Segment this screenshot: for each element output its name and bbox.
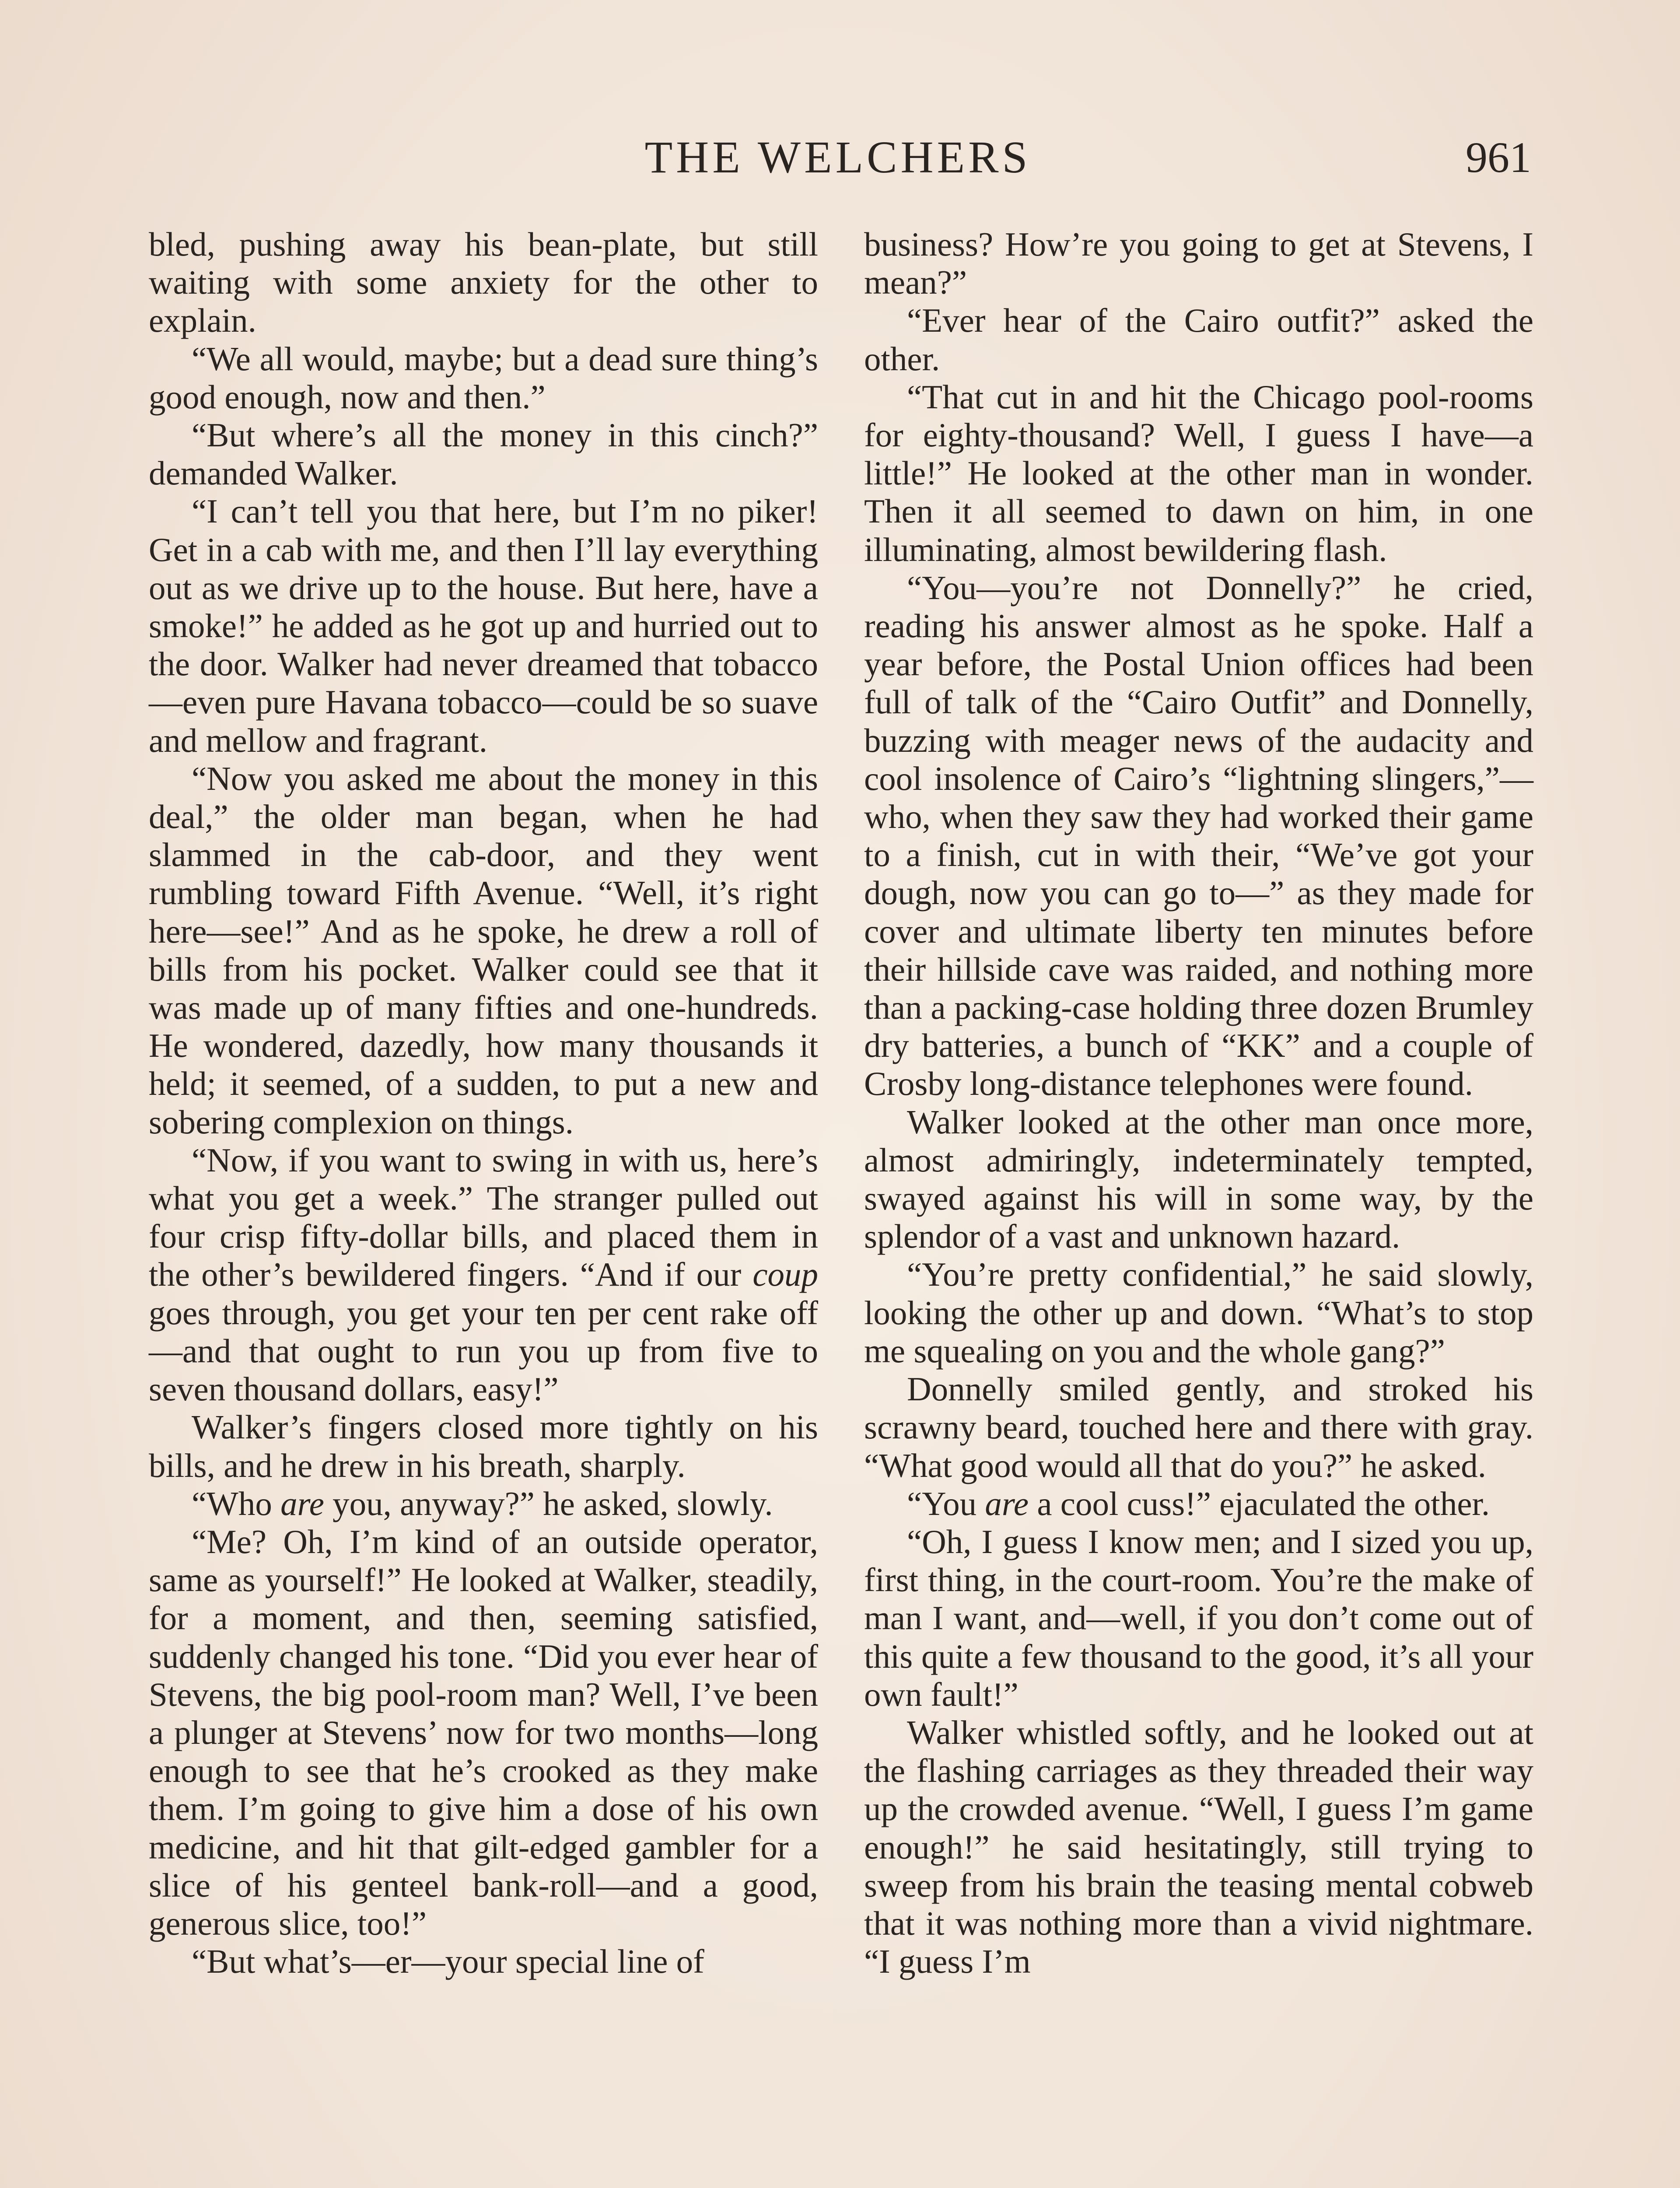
paragraph: “You—you’re not Donnelly?” he cried, reading his answer almost as he spoke. Half a year before, the Postal Union offices had been full of talk of the “Cairo Outfit” and Donnelly, buzzing with meager news of the audacity and cool insolence of Cairo’s “lightning slingers,”—who, when they saw they had worked their game to a finish, cut in with their, “We’ve got your dough, now you can go to—” as they made for cover and ultimate liberty ten minutes before their hillside cave was raided, and nothing more than a packing-case holding three dozen Brumley dry batteries, a bunch of “KK” and a couple of Crosby long-distance telephones were found. bbox=[864, 568, 1533, 1103]
paragraph: business? How’re you going to get at Stevens, I mean?” bbox=[864, 225, 1533, 302]
paragraph: “Oh, I guess I know men; and I sized you up, first thing, in the court-room. You’re the make of man I want, and—well, if you don’t come out of this quite a few thousand to the good, it’s all your own fault!” bbox=[864, 1522, 1533, 1713]
paragraph: “That cut in and hit the Chicago pool-rooms for eighty-thousand? Well, I guess I have—a little!” He looked at the other man in wonder. Then it all seemed to dawn on him, in one illuminating, almost bewildering flash. bbox=[864, 378, 1533, 568]
paragraph: Walker whistled softly, and he looked out at the flashing carriages as they threaded their way up the crowded avenue. “Well, I guess I’m game enough!” he said hesitatingly, still trying to sweep from his brain the teasing mental cobweb that it was nothing more than a vivid nightmare. “I guess I’m bbox=[864, 1713, 1533, 1981]
paragraph: Walker’s fingers closed more tightly on his bills, and he drew in his breath, sharply. bbox=[149, 1408, 818, 1484]
paragraph: “Who are you, anyway?” he asked, slowly. bbox=[192, 1484, 773, 1522]
paragraph: “I can’t tell you that here, but I’m no piker! Get in a cab with me, and then I’ll lay everything out as we drive up to the house. But here, have a smoke!” he added as he got up and hurried out to the door. Walker had never dreamed that tobacco—even pure Havana tobacco—could be so suave and mellow and fragrant. bbox=[149, 492, 818, 759]
paragraph: “But where’s all the money in this cinch?” demanded Walker. bbox=[149, 416, 818, 492]
paragraph: “We all would, maybe; but a dead sure thing’s good enough, now and then.” bbox=[149, 340, 818, 416]
emphasis: are bbox=[985, 1484, 1029, 1522]
running-title: THE WELCHERS bbox=[644, 132, 1031, 182]
paragraph: “You’re pretty confidential,” he said slowly, looking the other up and down. “What’s to stop me squealing on you and the whole gang?” bbox=[864, 1255, 1533, 1370]
paragraph: “Me? Oh, I’m kind of an outside operator, same as yourself!” He looked at Walker, steadily, for a moment, and then, seeming satisfied, suddenly changed his tone. “Did you ever hear of Stevens, the big pool-room man? Well, I’ve been a plunger at Stevens’ now for two months—long enough to see that he’s crooked as they make them. I’m going to give him a dose of his own medicine, and hit that gilt-edged gambler for a slice of his genteel bank-roll—and a good, generous slice, too!” bbox=[149, 1522, 818, 1942]
right-column bbox=[864, 225, 1533, 1981]
page-header bbox=[144, 127, 1531, 188]
paragraph: “Ever hear of the Cairo outfit?” asked the other. bbox=[864, 302, 1533, 378]
paragraph: Walker looked at the other man once more, almost admiringly, indeterminately tempted, swayed against his will in some way, by the splendor of a vast and unknown hazard. bbox=[864, 1103, 1533, 1255]
emphasis: are bbox=[280, 1484, 324, 1522]
paragraph: “You are a cool cuss!” ejaculated the other. bbox=[907, 1484, 1490, 1522]
paragraph: “But what’s—er—your special line of bbox=[192, 1943, 704, 1981]
paragraph: bled, pushing away his bean-plate, but still waiting with some anxiety for the other to explain. bbox=[149, 225, 818, 340]
page-number: 961 bbox=[1466, 133, 1531, 182]
paragraph: “Now you asked me about the money in this deal,” the older man began, when he had slammed in the cab-door, and they went rumbling toward Fifth Avenue. “Well, it’s right here—see!” And as he spoke, he drew a roll of bills from his pocket. Walker could see that it was made up of many fifties and one-hundreds. He wondered, dazedly, how many thousands it held; it seemed, of a sudden, to put a new and sobering complexion on things. bbox=[149, 759, 818, 1141]
paragraph: Donnelly smiled gently, and stroked his scrawny beard, touched here and there with gray. “What good would all that do you?” he asked. bbox=[864, 1370, 1533, 1484]
left-column bbox=[149, 225, 818, 1981]
emphasis: coup bbox=[752, 1255, 818, 1294]
paragraph: “Now, if you want to swing in with us, here’s what you get a week.” The stranger pulled out four crisp fifty-dollar bills, and placed them in the other’s bewildered fingers. “And if our coup goes through, you get your ten per cent rake off—and that ought to run you up from five to seven thousand dollars, easy!” bbox=[149, 1141, 818, 1408]
